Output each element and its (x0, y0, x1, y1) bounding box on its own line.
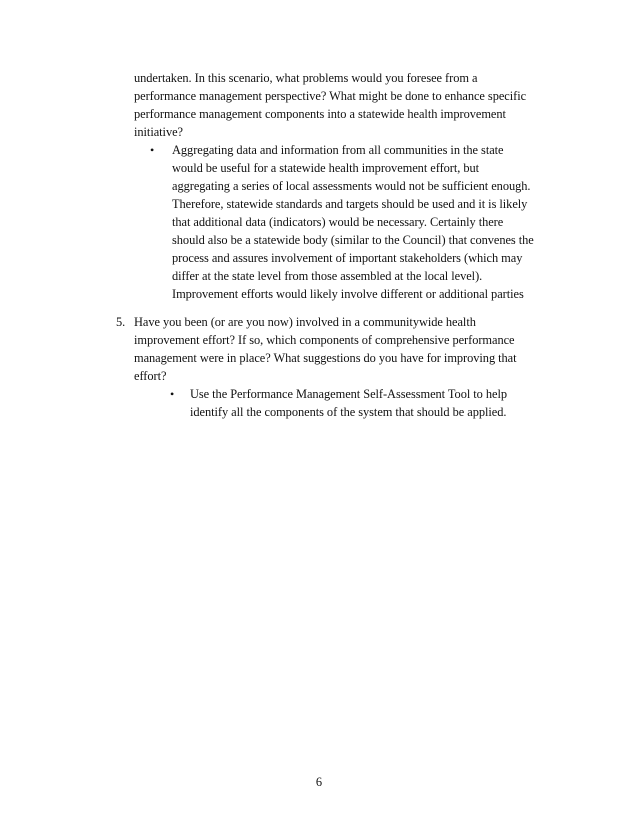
text-line: should also be a statewide body (similar to the Council) that convenes the (172, 233, 534, 247)
text-line: aggregating a series of local assessments would not be sufficient enough. (172, 179, 531, 193)
text-line: effort? (134, 369, 167, 383)
text-line: would be useful for a statewide health improvement effort, but (172, 161, 480, 175)
page-number: 6 (315, 775, 323, 789)
text-line: improvement effort? If so, which components of comprehensive performance (134, 333, 515, 347)
text-line: process and assures involvement of important stakeholders (which may (172, 251, 523, 265)
text-line: differ at the state level from those assembled at the local level). (172, 269, 483, 283)
text-line: that additional data (indicators) would be necessary. Certainly there (172, 215, 504, 229)
text-line: Aggregating data and information from all communities in the state (172, 143, 504, 157)
text-line: identify all the components of the system that should be applied. (190, 405, 507, 419)
text-line: Use the Performance Management Self-Assessment Tool to help (190, 387, 507, 401)
text-line: Therefore, statewide standards and targets should be used and it is likely (172, 197, 528, 211)
text-line: Have you been (or are you now) involved in a communitywide health (134, 315, 476, 329)
text-line: Improvement efforts would likely involve different or additional parties (172, 287, 524, 301)
text-line: undertaken. In this scenario, what problems would you foresee from a (134, 71, 478, 85)
text-line: performance management components into a statewide health improvement (134, 107, 506, 121)
text-line: initiative? (134, 125, 183, 139)
text-line: management were in place? What suggestions do you have for improving that (134, 351, 517, 365)
text-line: performance management perspective? What might be done to enhance specific (134, 89, 527, 103)
bullet-icon: • (150, 143, 155, 157)
question-number: 5. (116, 315, 126, 329)
bullet-icon: • (170, 387, 175, 401)
